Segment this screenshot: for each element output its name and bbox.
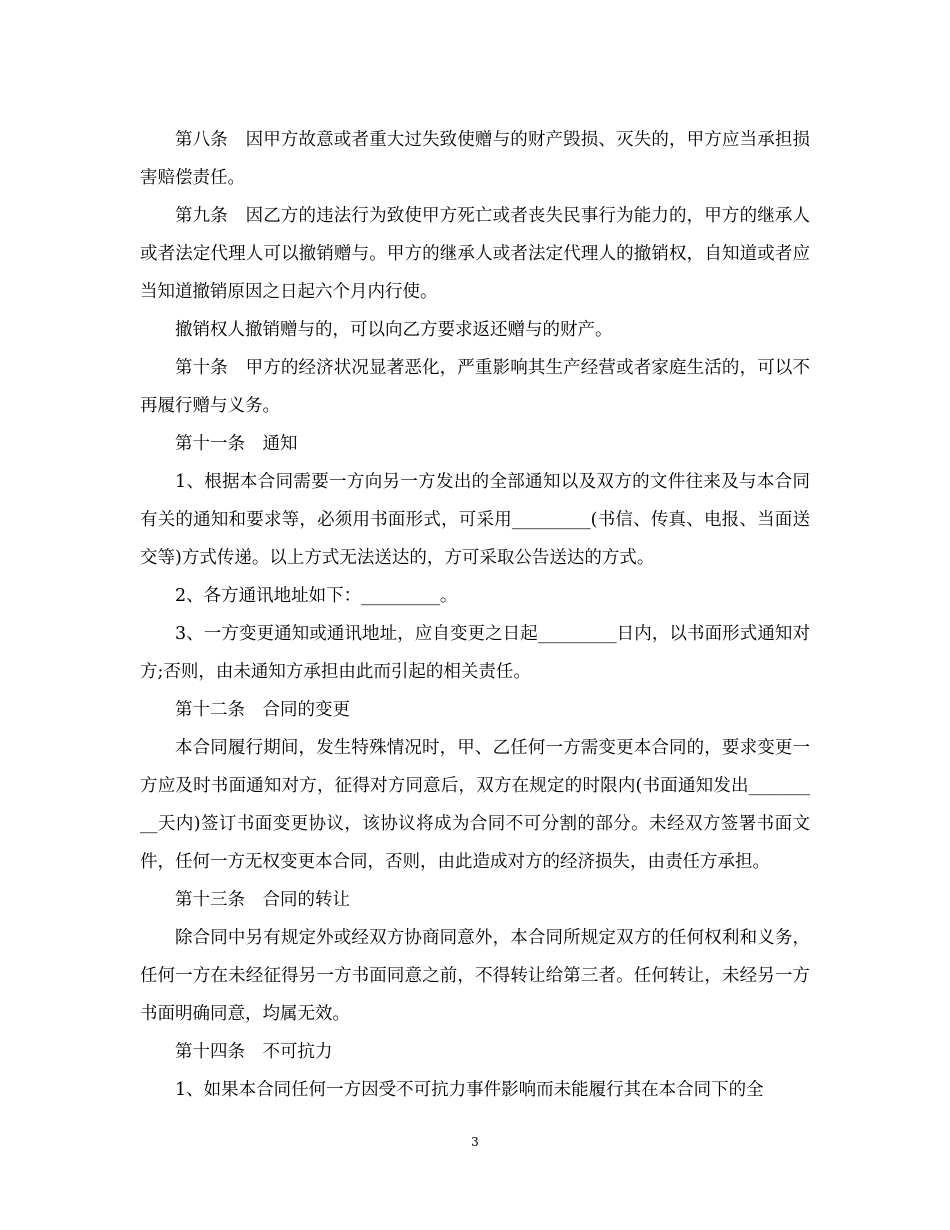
notice-clause-1: 1、根据本合同需要一方向另一方发出的全部通知以及双方的文件往来及与本合同有关的通知和要求等，必须用书面形式，可采用_________(书信、传真、电报、当面送交等)方式传递。以上方式无法送达的，方可采取公告送达的方式。 [140, 472, 810, 568]
notice-clause-3: 3、一方变更通知或通讯地址，应自变更之日起_________日内，以书面形式通知对方;否则，由未通知方承担由此而引起的相关责任。 [140, 624, 810, 682]
page-number: 3 [471, 1135, 479, 1149]
article-10-paragraph: 第十条 甲方的经济状况显著恶化，严重影响其生产经营或者家庭生活的，可以不再履行赠与义务。 [140, 358, 810, 416]
article-13-heading: 第十三条 合同的转让 [175, 890, 350, 910]
article-9-paragraph: 第九条 因乙方的违法行为致使甲方死亡或者丧失民事行为能力的，甲方的继承人或者法定代理人可以撤销赠与。甲方的继承人或者法定代理人的撤销权，自知道或者应当知道撤销原因之日起六个月内行使。 [140, 206, 810, 302]
force-majeure-clause-1: 1、如果本合同任何一方因受不可抗力事件影响而未能履行其在本合同下的全 [175, 1080, 764, 1100]
contract-transfer-paragraph: 除合同中另有规定外或经双方协商同意外，本合同所规定双方的任何权利和义务，任何一方在未经征得另一方书面同意之前，不得转让给第三者。任何转让，未经另一方书面明确同意，均属无效。 [140, 928, 810, 1024]
article-14-heading: 第十四条 不可抗力 [175, 1042, 333, 1062]
article-11-heading: 第十一条 通知 [175, 434, 298, 454]
revocation-paragraph: 撤销权人撤销赠与的，可以向乙方要求返还赠与的财产。 [175, 320, 613, 340]
article-8-paragraph: 第八条 因甲方故意或者重大过失致使赠与的财产毁损、灭失的，甲方应当承担损害赔偿责任。 [140, 130, 810, 188]
article-12-heading: 第十二条 合同的变更 [175, 700, 350, 720]
document-body [140, 121, 810, 1109]
notice-clause-2: 2、各方通讯地址如下：_________。 [175, 586, 458, 606]
contract-change-paragraph: 本合同履行期间，发生特殊情况时，甲、乙任何一方需变更本合同的，要求变更一方应及时书面通知对方，征得对方同意后，双方在规定的时限内(书面通知发出_________天内)签订书面变更协议，该协议将成为合同不可分割的部分。未经双方签署书面文件，任何一方无权变更本合同，否则，由此造成对方的经济损失，由责任方承担。 [140, 738, 810, 872]
